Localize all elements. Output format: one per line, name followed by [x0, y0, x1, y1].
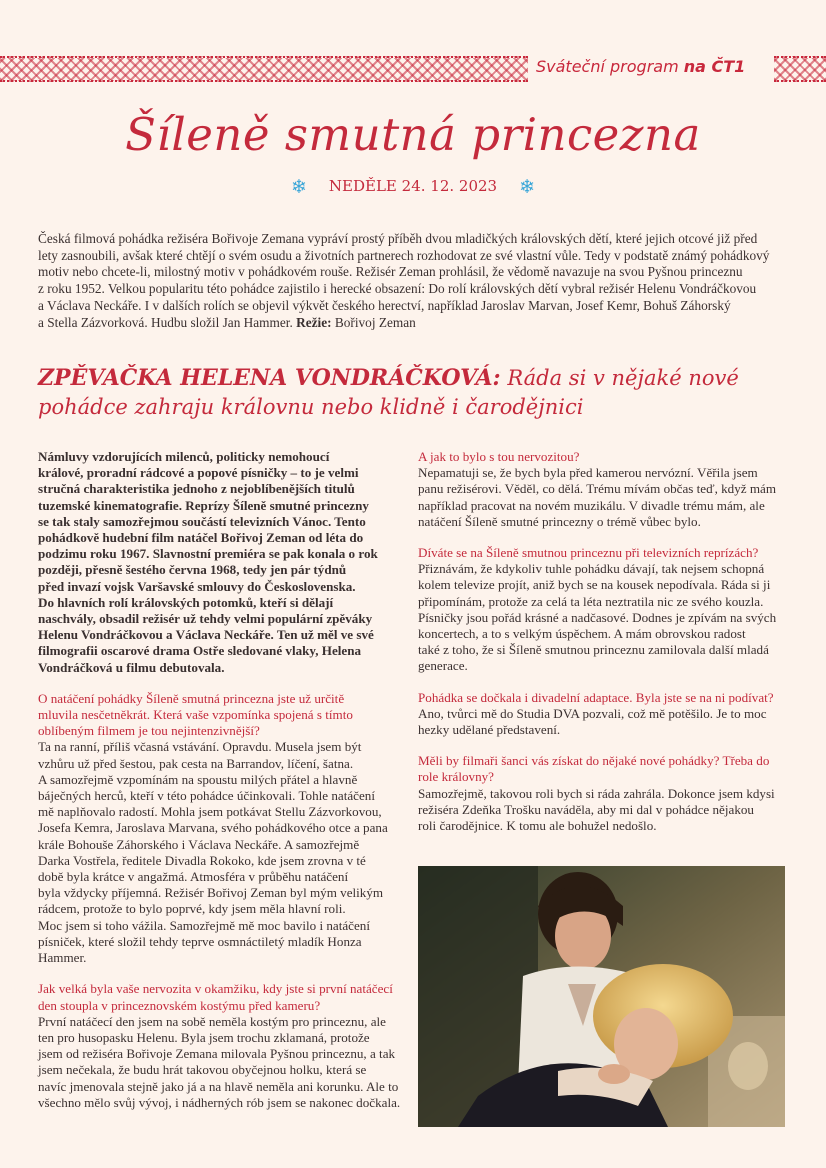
film-still-illustration	[418, 866, 785, 1127]
answer-line: Nepamatuji se, že bych byla před kamerou nervózní. Věřila jsem	[418, 465, 758, 481]
answer-line: Moc jsem si toho vážila. Samozřejmě mě moc bavilo i natáčení	[38, 917, 370, 933]
answer-line: hezky udělané představení.	[418, 722, 561, 738]
lead-line: Námluvy vzdorujících milenců, politicky nemohoucí	[38, 449, 330, 464]
answer-line: A samozřejmě vzpomínám na spoustu milých přátel a hlavně	[38, 771, 358, 787]
lead-line: Helenu Vondráčkovou a Václava Neckáře. Ten už měl ve své	[38, 627, 374, 643]
answer-line: První natáčecí den jsem na sobě neměla kostým pro princeznu, ale	[38, 1013, 386, 1029]
headline-line-2: pohádce zahraju královnu nebo klidně i čarodějnici	[38, 395, 584, 419]
answer-line: připomínám, protože za celá ta léta neztratila nic ze svého kouzla.	[418, 593, 764, 609]
answer-line: kolem televize projít, aniž bych se na kousek nepodívala. Ráda si ji	[418, 577, 771, 593]
snowflake-icon: ❄	[291, 176, 307, 198]
intro-paragraph	[38, 231, 778, 331]
question-line: mluvila nesčetněkrát. Která vaše vzpomínka spojená s tímto	[38, 707, 353, 723]
program-label	[536, 57, 772, 76]
interview-answer	[418, 561, 790, 674]
program-label-channel: na ČT1	[683, 57, 746, 76]
answer-line: například pracovat na novém muzikálu. V divadle trému mám, ale	[418, 497, 765, 513]
answer-line: navíc jmenovala stejně jako já a na hlavě neměla ani korunku. Ale to	[38, 1078, 399, 1094]
headline-line	[38, 364, 798, 393]
answer-line: rádcem, protože to bylo poprvé, kdy jsem měla hlavní roli.	[38, 901, 346, 917]
film-still-photo	[418, 866, 785, 1127]
question-line: Měli by filmaři šanci vás získat do nějaké nové pohádky? Třeba do	[418, 753, 770, 769]
interview-answer	[418, 706, 790, 738]
right-column	[418, 449, 790, 834]
question-line: Pohádka se dočkala i divadelní adaptace. Byla jste se na ni podívat?	[418, 689, 774, 705]
answer-line: všechno mělo svůj vývoj, i nádherných rób jsem se nakonec dočkala.	[38, 1094, 401, 1110]
answer-line: režiséra Zdeňka Trošku naváděla, aby mi dal v pohádce nějakou	[418, 801, 754, 817]
question-line: Díváte se na Šíleně smutnou princeznu při televizních reprízách?	[418, 545, 759, 561]
answer-line: době byla krátce v angažmá. Atmosféra v průběhu natáčení	[38, 869, 349, 885]
interview-answer	[38, 739, 404, 966]
interview-headline	[38, 364, 798, 422]
answer-line: Darka Vostřela, ředitele Divadla Rokoko, kde jsem zrovna v té	[38, 852, 366, 868]
page-title: Šíleně smutná princezna	[125, 108, 701, 161]
decorative-band-left	[0, 56, 528, 82]
question-line: O natáčení pohádky Šíleně smutná princezna jste už určitě	[38, 690, 345, 706]
interview-question	[418, 753, 790, 785]
lead-line: Do hlavních rolí královských potomků, kteří si dělají	[38, 594, 334, 610]
answer-line: generace.	[418, 658, 468, 674]
intro-line: motiv nebo chcete-li, milostný motiv v pohádkovém rouše. Režisér Zeman prohlásil, že vědomě navazuje na svou Pyšnou princeznu	[38, 264, 743, 280]
headline-bold: ZPĚVAČKA HELENA VONDRÁČKOVÁ:	[38, 365, 501, 391]
answer-line: jsem nečekala, že budu hrát takovou obyčejnou holku, která se	[38, 1062, 367, 1078]
lead-line: naschvály, obsadil režisér už tehdy velmi populární zpěváky	[38, 611, 373, 627]
lead-line: filmografii oscarové drama Ostře sledované vlaky, Helena	[38, 643, 362, 659]
answer-line: písniček, které složil tehdy teprve osmnáctiletý mladík Honza	[38, 933, 362, 949]
broadcast-date: NEDĚLE 24. 12. 2023	[328, 177, 498, 195]
answer-line: Samozřejmě, takovou roli bych si ráda zahrála. Dokonce jsem kdysi	[418, 785, 775, 801]
lead-line: Vondráčková u filmu debutovala.	[38, 659, 225, 675]
answer-line: Hammer.	[38, 950, 87, 966]
answer-line: Josefa Kemra, Jaroslava Marvana, svého pohádkového otce a pana	[38, 820, 388, 836]
lead-line: pohádkově hudební film natáčel Bořivoj Zeman od léta do	[38, 530, 364, 546]
question-line: oblíbeným filmem je tou nejintenzivnější?	[38, 723, 260, 739]
interview-answer	[38, 1014, 404, 1111]
interview-question	[418, 545, 790, 561]
question-line: den stoupla v princeznovském kostýmu před kameru?	[38, 997, 321, 1013]
intro-line: a Václava Neckáře. I v dalších rolích se objevil výkvět českého herectví, například Jaroslav Marvan, Josef Kemr, Bohuš Záhorský	[38, 297, 731, 313]
decorative-band-right	[774, 56, 826, 82]
headline-rest: Ráda si v nějaké nové	[507, 366, 739, 390]
question-line: role královny?	[418, 769, 494, 785]
answer-line: natáčení Šíleně smutné princezny o trémě vůbec bylo.	[418, 513, 701, 529]
intro-line: lety zasnoubili, avšak které chtějí o svém osudu a životních partnerech rozhodovat ze své vlastní vůle. Tedy v podstatě známý pohádkový	[38, 247, 770, 263]
answer-line: Přiznávám, že kdykoliv tuhle pohádku dávají, tak nejsem schopná	[418, 561, 765, 577]
program-label-prefix: Sváteční program	[536, 57, 679, 76]
lead-line: stručná charakteristika jednoho z nejoblíbenějších titulů	[38, 481, 355, 497]
left-column	[38, 449, 404, 1111]
answer-line: také z toho, že si Šíleně smutnou princeznu zamilovala další mladá	[418, 642, 769, 658]
lead-line: před invazí vojsk Varšavské smlouvy do Československa.	[38, 578, 356, 594]
answer-line: Ano, tvůrci mě do Studia DVA pozvali, což mě potěšilo. Je to moc	[418, 705, 767, 721]
answer-line: byla vždycky příjemná. Režisér Bořivoj Zeman byl mým velikým	[38, 885, 384, 901]
director-name: Bořivoj Zeman	[334, 314, 416, 330]
director-label: Režie:	[296, 314, 332, 330]
interview-question	[418, 449, 790, 465]
lead-line: tuzemské kinematografie. Reprízy Šíleně smutné princezny	[38, 497, 369, 513]
intro-line-text: a Stella Zázvorková. Hudbu složil Jan Hammer.	[38, 314, 293, 330]
interview-answer	[418, 465, 790, 530]
lead-line: králové, proradní rádcové a popové písničky – to je velmi	[38, 465, 359, 481]
answer-line: roli čarodějnice. K tomu ale bohužel nedošlo.	[418, 818, 657, 834]
intro-line-last	[38, 315, 778, 332]
interview-question	[38, 691, 404, 740]
lead-line: podzimu roku 1967. Slavnostní premiéra se pak konala o rok	[38, 546, 378, 562]
question-line: A jak to bylo s tou nervozitou?	[418, 449, 580, 464]
interview-answer	[418, 786, 790, 835]
answer-line: Ta na ranní, příliš včasná vstávání. Opravdu. Musela jsem být	[38, 739, 362, 755]
answer-line: koncertech, a to s velkým úspěchem. A mám obrovskou radost	[418, 626, 746, 642]
answer-line: Písničky jsou pořád krásné a nadčasové. Dodnes je zpívám na svých	[418, 609, 777, 625]
date-row	[0, 176, 826, 198]
answer-line: ten pro husopasku Helenu. Byla jsem trochu zklamaná, protože	[38, 1029, 370, 1045]
intro-line: Česká filmová pohádka režiséra Bořivoje Zemana vypráví prostý příběh dvou mladičkých královských dětí, které jejich otcové již před	[38, 231, 758, 246]
interview-question	[38, 981, 404, 1013]
answer-line: báječných herců, kteří v této pohádce účinkovali. Tohle natáčení	[38, 788, 375, 804]
lead-line: později, přesně šestého června 1968, tedy jen pár týdnů	[38, 562, 347, 578]
interview-question	[418, 690, 790, 706]
intro-line: z roku 1952. Velkou popularitu této pohádce zajistilo i herecké obsazení: Do rolí královských dětí vybral režisér Helenu Vondráčkovou	[38, 281, 757, 297]
answer-line: krále Bohouše Záhorského i Václava Neckáře. A samozřejmě	[38, 836, 360, 852]
lead-line: se tak staly samozřejmou součástí televizních Vánoc. Tento	[38, 513, 366, 529]
answer-line: mě naplňovalo radostí. Mohla jsem potkávat Stellu Zázvorkovou,	[38, 804, 382, 820]
answer-line: jsem od režiséra Bořivoje Zemana milovala Pyšnou princeznu, a tak	[38, 1046, 396, 1062]
answer-line: panu režisérovi. Věděl, co dělá. Trému mívám občas teď, když mám	[418, 481, 777, 497]
question-line: Jak velká byla vaše nervozita v okamžiku, kdy jste si první natáčecí	[38, 981, 393, 997]
snowflake-icon: ❄	[519, 176, 535, 198]
answer-line: vzhůru už před šestou, pak cesta na Barrandov, líčení, šatna.	[38, 755, 354, 771]
lead-paragraph	[38, 449, 404, 676]
